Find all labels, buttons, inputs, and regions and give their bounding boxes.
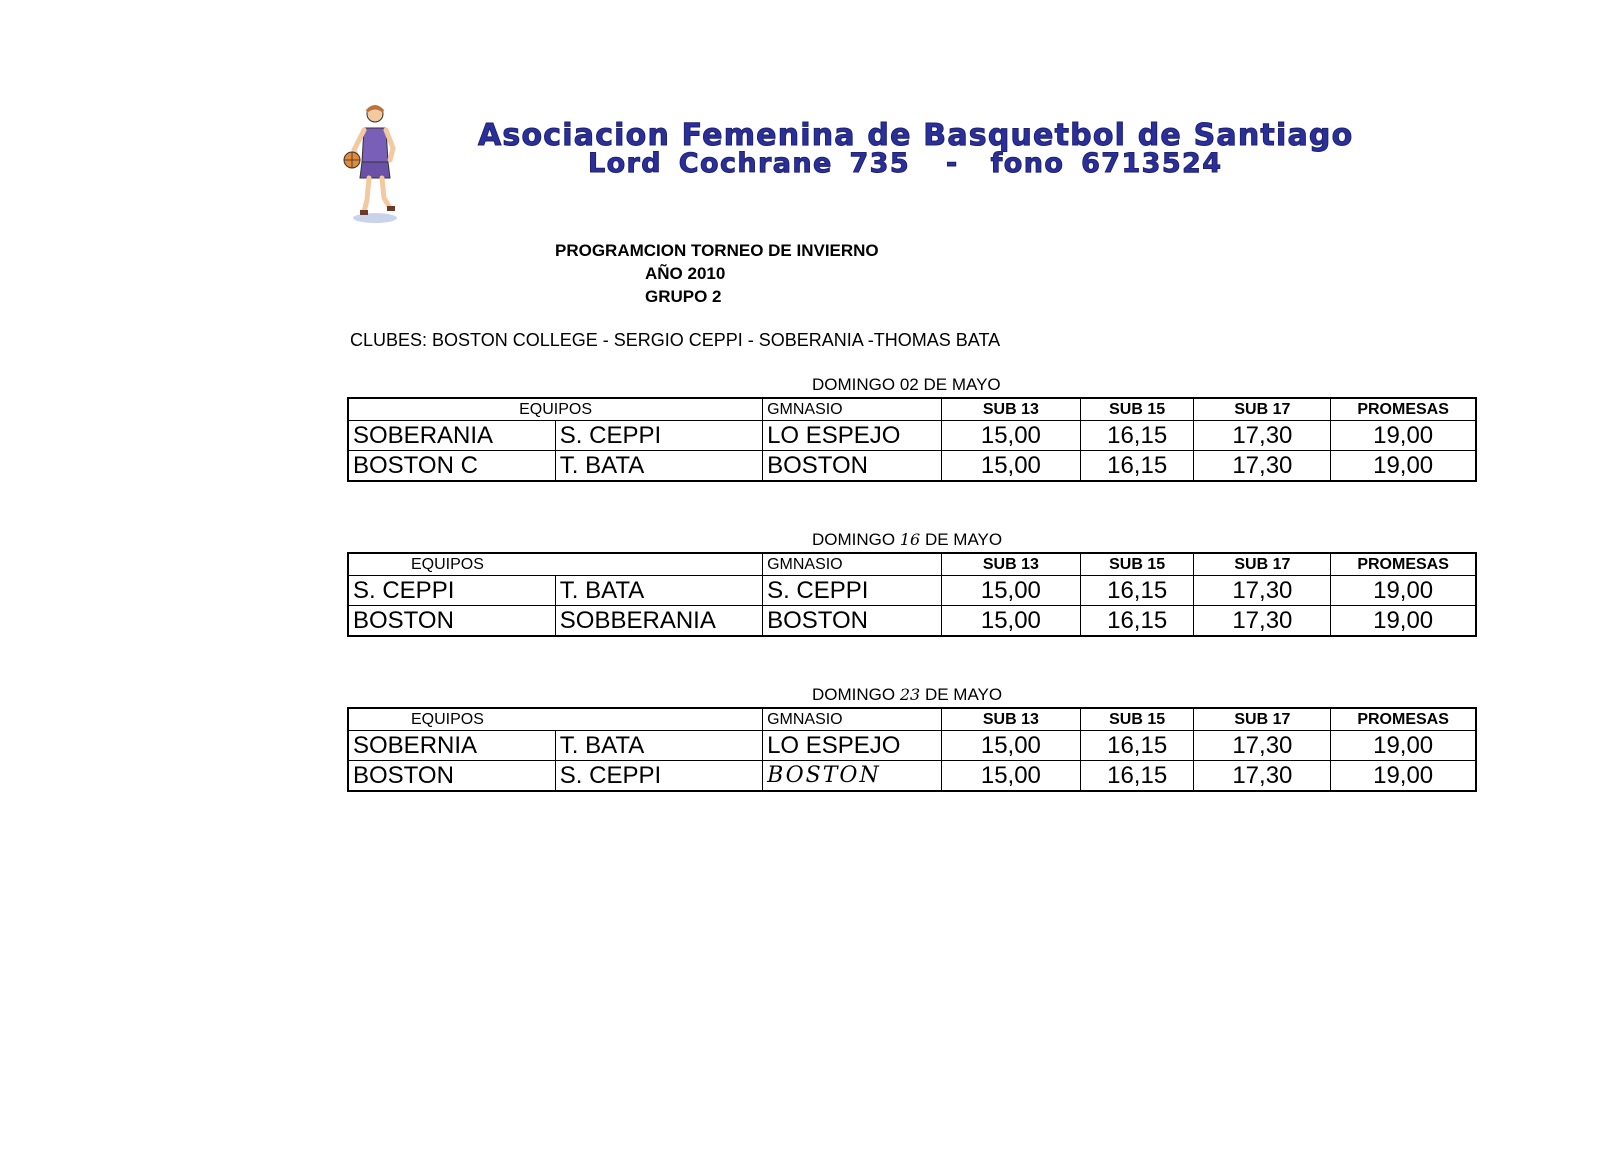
time-sub15: 16,15 (1080, 606, 1194, 637)
away-team: S. CEPPI (555, 761, 762, 792)
contact-separator: - (946, 148, 959, 179)
home-team: SOBERNIA (348, 731, 555, 761)
time-sub17: 17,30 (1194, 606, 1331, 637)
table-header (348, 398, 1476, 421)
header-promesas: PROMESAS (1331, 708, 1476, 731)
home-team: BOSTON (348, 606, 555, 637)
time-promesas: 19,00 (1331, 731, 1476, 761)
gym: BOSTON (763, 606, 942, 637)
header-sub17: SUB 17 (1194, 708, 1331, 731)
table-row (348, 731, 1476, 761)
gym: BOSTON (763, 761, 942, 792)
table-row (348, 576, 1476, 606)
fixture-date (812, 685, 1002, 705)
gym: LO ESPEJO (763, 731, 942, 761)
time-sub17: 17,30 (1194, 761, 1331, 792)
away-team: S. CEPPI (555, 421, 762, 451)
date-number: 23 (899, 685, 921, 704)
header-gym: GMNASIO (763, 398, 942, 421)
phone: fono 6713524 (990, 148, 1223, 179)
time-sub17: 17,30 (1194, 421, 1331, 451)
date-suffix: DE MAYO (923, 375, 1001, 394)
table-row (348, 421, 1476, 451)
header-promesas: PROMESAS (1331, 553, 1476, 576)
time-sub13: 15,00 (941, 576, 1080, 606)
time-promesas: 19,00 (1331, 576, 1476, 606)
date-prefix: DOMINGO (812, 375, 896, 394)
header-sub15: SUB 15 (1080, 553, 1194, 576)
time-sub13: 15,00 (941, 451, 1080, 482)
year-label: AÑO 2010 (645, 264, 726, 283)
header-promesas: PROMESAS (1331, 398, 1476, 421)
date-prefix: DOMINGO (812, 530, 896, 549)
group-label: GRUPO 2 (645, 287, 722, 306)
basketball-player-icon (340, 100, 410, 225)
time-sub13: 15,00 (941, 421, 1080, 451)
time-sub17: 17,30 (1194, 731, 1331, 761)
away-team: T. BATA (555, 451, 762, 482)
time-sub15: 16,15 (1080, 421, 1194, 451)
header-sub13: SUB 13 (941, 553, 1080, 576)
away-team: SOBBERANIA (555, 606, 762, 637)
address: Lord Cochrane 735 (588, 148, 911, 179)
gym: LO ESPEJO (763, 421, 942, 451)
time-sub13: 15,00 (941, 731, 1080, 761)
header-teams: EQUIPOS (348, 553, 763, 576)
home-team: BOSTON C (348, 451, 555, 482)
header-sub13: SUB 13 (941, 398, 1080, 421)
header-teams: EQUIPOS (348, 708, 763, 731)
header-sub13: SUB 13 (941, 708, 1080, 731)
home-team: BOSTON (348, 761, 555, 792)
time-promesas: 19,00 (1331, 451, 1476, 482)
date-suffix: DE MAYO (924, 530, 1003, 549)
header-sub17: SUB 17 (1194, 398, 1331, 421)
time-promesas: 19,00 (1331, 761, 1476, 792)
header-gym: GMNASIO (763, 708, 942, 731)
fixture-date (812, 375, 1001, 395)
table-header (348, 553, 1476, 576)
table-row (348, 606, 1476, 637)
clubs-list: CLUBES: BOSTON COLLEGE - SERGIO CEPPI - SOBERANIA -THOMAS BATA (350, 330, 1001, 350)
date-number: 16 (899, 530, 921, 549)
away-team: T. BATA (555, 576, 762, 606)
header-gym: GMNASIO (763, 553, 942, 576)
date-suffix: DE MAYO (924, 685, 1003, 704)
header-sub17: SUB 17 (1194, 553, 1331, 576)
time-sub15: 16,15 (1080, 451, 1194, 482)
header-sub15: SUB 15 (1080, 708, 1194, 731)
page-title: PROGRAMCION TORNEO DE INVIERNO (555, 241, 879, 260)
schedule-table (347, 397, 1477, 482)
table-row (348, 761, 1476, 792)
time-sub15: 16,15 (1080, 761, 1194, 792)
time-sub13: 15,00 (941, 606, 1080, 637)
gym: BOSTON (763, 451, 942, 482)
date-prefix: DOMINGO (812, 685, 896, 704)
association-contact (588, 148, 1222, 179)
date-number: 02 (899, 375, 919, 394)
schedule-table (347, 707, 1477, 792)
header-sub15: SUB 15 (1080, 398, 1194, 421)
schedule-table (347, 552, 1477, 637)
time-sub15: 16,15 (1080, 731, 1194, 761)
time-sub17: 17,30 (1194, 576, 1331, 606)
time-promesas: 19,00 (1331, 421, 1476, 451)
fixture-date (812, 530, 1002, 550)
home-team: SOBERANIA (348, 421, 555, 451)
time-promesas: 19,00 (1331, 606, 1476, 637)
time-sub15: 16,15 (1080, 576, 1194, 606)
table-header (348, 708, 1476, 731)
gym: S. CEPPI (763, 576, 942, 606)
home-team: S. CEPPI (348, 576, 555, 606)
association-name: Asociacion Femenina de Basquetbol de Santiago (478, 118, 1354, 153)
header-teams: EQUIPOS (348, 398, 763, 421)
away-team: T. BATA (555, 731, 762, 761)
table-row (348, 451, 1476, 482)
time-sub17: 17,30 (1194, 451, 1331, 482)
time-sub13: 15,00 (941, 761, 1080, 792)
